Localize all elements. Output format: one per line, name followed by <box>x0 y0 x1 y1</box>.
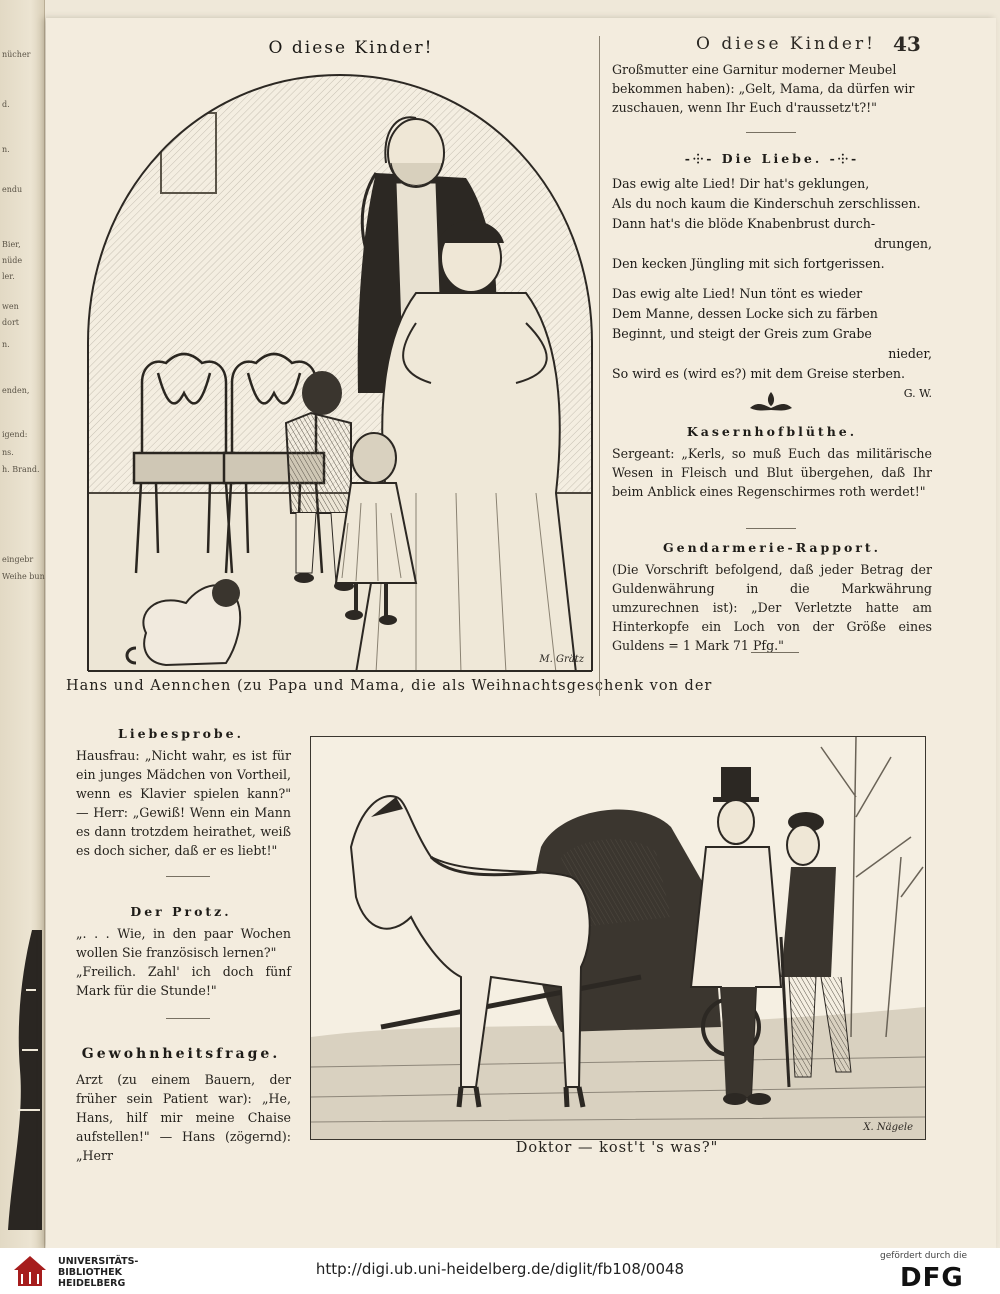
gewohnheitsfrage-heading: Gewohnheitsfrage. <box>81 1046 281 1062</box>
poem-line: nieder, <box>888 346 932 361</box>
poem-line: Das ewig alte Lied! Nun tönt es wieder <box>612 286 863 301</box>
paragraph: „Freilich. Zahl' ich doch fünf Mark für die Stunde!" <box>76 964 291 998</box>
margin-fragment: wen <box>2 302 19 311</box>
paragraph: Hausfrau: „Nicht wahr, es ist für ein junges Mädchen von Vortheil, wenn es Klavier spielen kann?" — Herr: „Gewiß! Wenn ein Mann es dann trotzdem heirathet, weiß es doch sicher, daß er es liebt!" <box>76 748 291 858</box>
illustrator-signature: M. Grätz <box>539 654 584 665</box>
illustration-caption: Doktor — kost't 's was?" <box>515 1140 719 1156</box>
family-illustration <box>86 73 594 673</box>
paragraph: (Die Vorschrift befolgend, daß jeder Betrag der Guldenwährung in die Markwährung umzurechnen ist): „Der Verletzte hatte am Hinterkopfe ein Loch von der Größe eines Guldens = 1 Mark 71 Pfg." <box>612 562 932 653</box>
column-divider <box>599 36 600 696</box>
margin-fragment: nüde <box>2 256 23 265</box>
poem-line: Dem Manne, dessen Locke sich zu färben <box>612 306 878 321</box>
illustrator-signature: X. Nägele <box>863 1122 913 1133</box>
liebesprobe-heading: Liebesprobe. <box>118 726 244 741</box>
margin-fragment: n. <box>2 340 10 349</box>
library-name-line: BIBLIOTHEK <box>58 1267 122 1278</box>
margin-fragment: Weihe bun <box>2 572 45 581</box>
kasernhof-heading: Kasernhofblüthe. <box>686 424 858 439</box>
margin-fragment: h. Brand. <box>2 465 40 474</box>
margin-fragment: d. <box>2 100 10 109</box>
partial-figure-illustration <box>2 930 42 1230</box>
poem-line: Dann hat's die blöde Knabenbrust durch- <box>612 216 876 231</box>
gendarmerie-heading: Gendarmerie-Rapport. <box>662 540 882 555</box>
poem-line: So wird es (wird es?) mit dem Greise sterben. <box>612 366 906 381</box>
poem-line: Den kecken Jüngling mit sich fortgerissen. <box>612 256 885 271</box>
paragraph: Sergeant: „Kerls, so muß Euch das militärische Wesen in Fleisch und Blut übergehen, daß Ihr beim Anblick eines Regenschirmes roth werdet!" <box>612 446 932 499</box>
illustration-title: O diese Kinder! <box>268 38 434 58</box>
margin-fragment: endu <box>2 185 23 194</box>
viewer-footer <box>0 1248 1000 1294</box>
margin-fragment: ler. <box>2 272 15 281</box>
library-name-line: HEIDELBERG <box>58 1278 126 1289</box>
doctor-illustration <box>310 736 926 1140</box>
margin-fragment: ns. <box>2 448 14 457</box>
section-separator <box>746 132 796 133</box>
margin-fragment: n. <box>2 145 10 154</box>
section-separator <box>751 652 799 653</box>
der-protz-text <box>76 924 291 1000</box>
margin-fragment: Bier, <box>2 240 21 249</box>
poem-line: Das ewig alte Lied! Dir hat's geklungen, <box>612 176 870 191</box>
margin-fragment: igend: <box>2 430 28 439</box>
journal-page <box>46 18 996 1248</box>
text-line: bekommen haben): „Gelt, Mama, da dürfen wir <box>612 81 915 96</box>
heading-text: Die Liebe. <box>721 151 823 166</box>
text-line: Großmutter eine Garnitur moderner Meubel <box>612 62 897 77</box>
running-title: O diese Kinder! <box>696 34 876 54</box>
liebesprobe-text <box>76 746 291 860</box>
ornament-right: -⸭- <box>829 151 860 166</box>
section-separator <box>746 528 796 529</box>
die-liebe-poem <box>612 174 932 404</box>
die-liebe-heading <box>612 150 932 167</box>
der-protz-heading: Der Protz. <box>130 904 232 919</box>
gewohnheitsfrage-text <box>76 1070 291 1165</box>
poem-line: Beginnt, und steigt der Greis zum Grabe <box>612 326 872 341</box>
permalink-url[interactable]: http://digi.ub.uni-heidelberg.de/diglit/fb108/0048 <box>315 1260 685 1278</box>
continuation-text <box>612 60 932 117</box>
funding-note: gefördert durch die <box>880 1251 967 1261</box>
section-separator <box>166 876 210 877</box>
floral-ornament <box>746 388 796 414</box>
poem-line: Als du noch kaum die Kinderschuh zerschlissen. <box>612 196 921 211</box>
page-number: 43 <box>893 32 921 56</box>
margin-fragment: nücher <box>2 50 31 59</box>
library-name <box>58 1256 138 1289</box>
paragraph: „. . . Wie, in den paar Wochen wollen Sie französisch lernen?" <box>76 926 291 960</box>
margin-fragment: eingebr <box>2 555 34 564</box>
dfg-logo: DFG <box>900 1263 964 1293</box>
margin-fragment: dort <box>2 318 19 327</box>
university-library-logo-icon <box>10 1254 50 1288</box>
margin-fragment: enden, <box>2 386 30 395</box>
previous-page-edge <box>0 0 45 1248</box>
poem-line: drungen, <box>874 236 932 251</box>
ornament-left: -⸭- <box>684 151 715 166</box>
section-separator <box>166 1018 210 1019</box>
poem-initials: G. W. <box>903 387 932 400</box>
text-line: zuschauen, wenn Ihr Euch d'raussetz't?!" <box>612 100 877 115</box>
illustration-caption: Hans und Aennchen (zu Papa und Mama, die als Weihnachtsgeschenk von der <box>66 678 713 694</box>
gendarmerie-text <box>612 560 932 655</box>
library-name-line: UNIVERSITÄTS- <box>58 1256 139 1267</box>
kasernhof-text <box>612 444 932 501</box>
paragraph: Arzt (zu einem Bauern, der früher sein Patient war): „He, Hans, hilf mir meine Chaise aufstellen!" — Hans (zögernd): „Herr <box>76 1072 291 1163</box>
